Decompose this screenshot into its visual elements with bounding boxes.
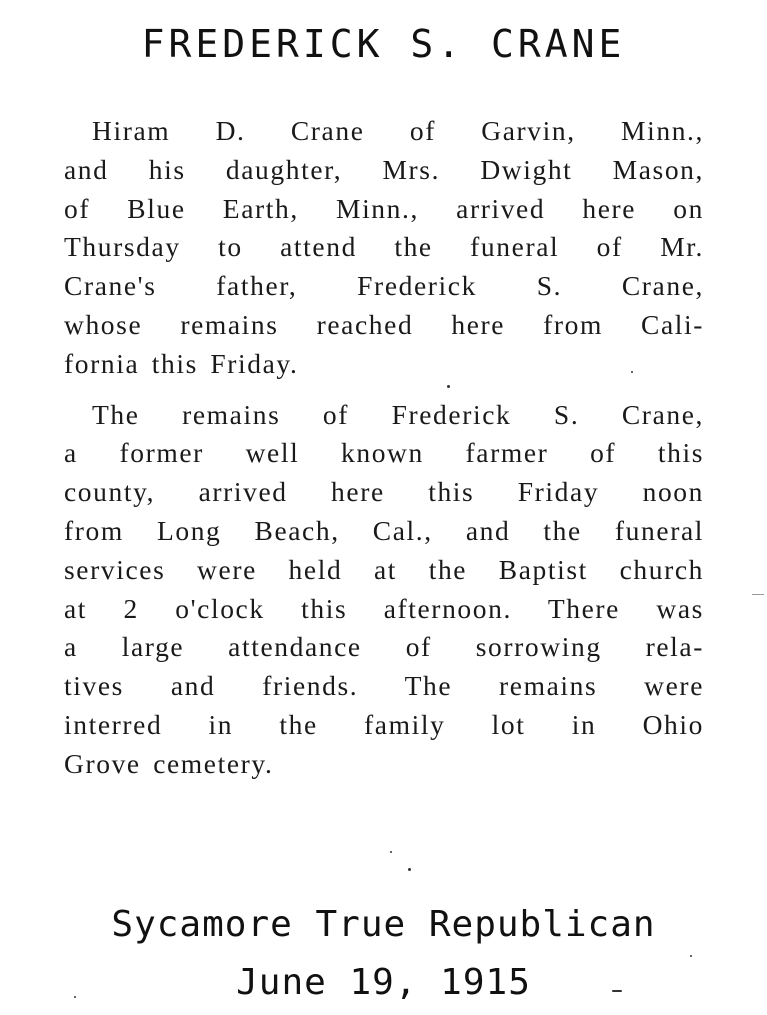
article-line: Crane's father, Frederick S. Crane, xyxy=(64,270,704,302)
source-citation xyxy=(0,896,767,1012)
scan-speck xyxy=(74,996,76,998)
scan-speck xyxy=(390,851,392,853)
article-line: and his daughter, Mrs. Dwight Mason, xyxy=(64,153,704,185)
publication-date: June 19, 1915 xyxy=(236,962,531,1003)
article-line: a large attendance of sorrowing rela- xyxy=(64,631,704,663)
article-line: tives and friends. The remains were xyxy=(64,670,704,702)
article-line: interred in the family lot in Ohio xyxy=(64,708,704,740)
scan-speck xyxy=(631,371,633,373)
article-line: county, arrived here this Friday noon xyxy=(64,476,704,508)
article-line: from Long Beach, Cal., and the funeral xyxy=(64,514,704,546)
article-line: services were held at the Baptist church xyxy=(64,553,704,585)
article-line: of Blue Earth, Minn., arrived here on xyxy=(64,192,704,224)
article-line: Thursday to attend the funeral of Mr. xyxy=(64,231,704,263)
article-body xyxy=(36,112,704,784)
article-line: at 2 o'clock this afternoon. There was xyxy=(64,592,704,624)
article-line: a former well known farmer of this xyxy=(64,437,704,469)
paragraph-2 xyxy=(36,396,704,784)
scan-speck xyxy=(447,385,450,388)
article-line: Grove cemetery. xyxy=(64,747,274,779)
article-line: Hiram D. Crane of Garvin, Minn., xyxy=(92,115,704,146)
article-line: whose remains reached here from Cali- xyxy=(64,308,704,340)
publication-name: Sycamore True Republican xyxy=(111,904,656,945)
article-line: fornia this Friday. xyxy=(64,347,299,379)
headline: FREDERICK S. CRANE xyxy=(141,22,626,66)
scan-speck xyxy=(612,990,622,992)
scan-speck xyxy=(752,594,764,595)
scan-speck xyxy=(408,868,411,871)
article-line: The remains of Frederick S. Crane, xyxy=(92,398,704,430)
scan-speck xyxy=(690,955,692,957)
paragraph-1 xyxy=(36,112,704,384)
